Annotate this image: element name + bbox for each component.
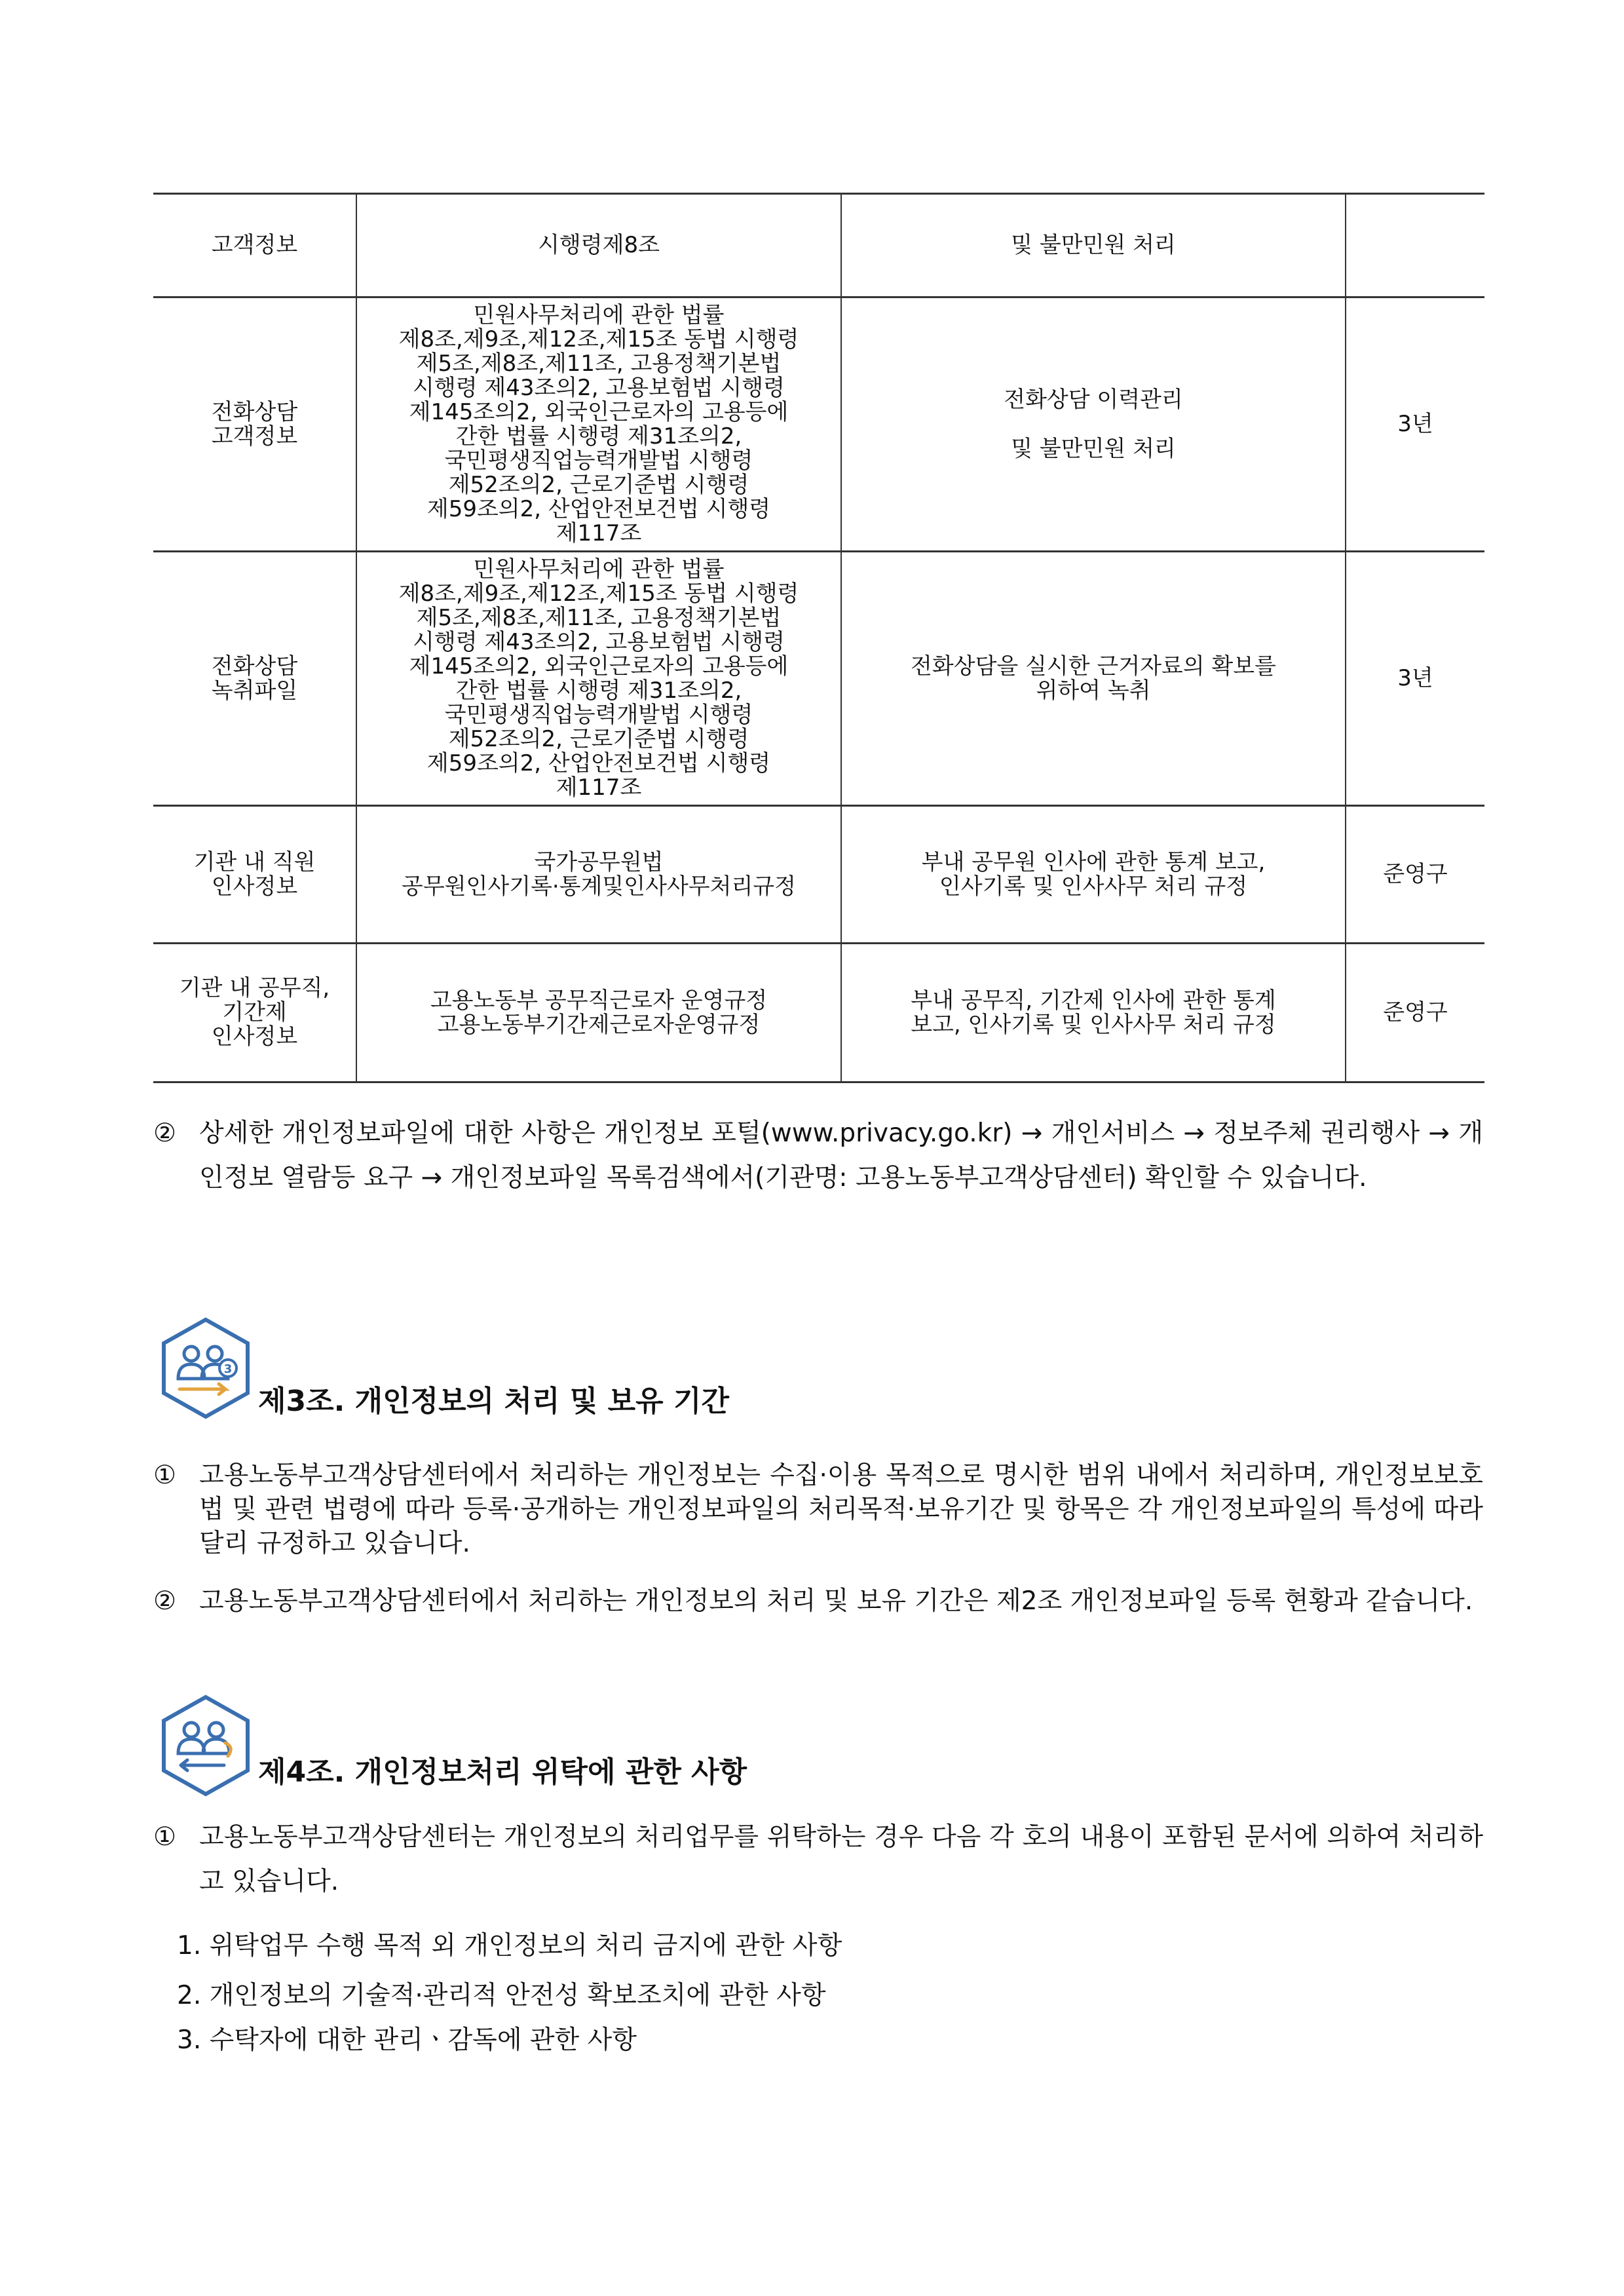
purpose-line: 전화상담 이력관리: [1004, 386, 1183, 413]
circled-number: ①: [153, 1461, 176, 1490]
users-hexagon-icon: [160, 1316, 252, 1421]
circled-number: ②: [153, 1119, 176, 1148]
entrustment-items-list: [177, 1921, 842, 2065]
paragraph-text: 고용노동부고객상담센터에서 처리하는 개인정보는 수집·이용 목적으로 명시한 범위 내에서 처리하며, 개인정보보호법 및 관련 법령에 따라 등록·공개하는 개인정보파일의 처리목적·보유기간 및 항목은 각 개인정보파일의 특성에 따라 달리 규정하고 있습니다.: [199, 1461, 1483, 1558]
note-text: 상세한 개인정보파일에 대한 사항은 개인정보 포털(www.privacy.go.kr) → 개인서비스 → 정보주체 권리행사 → 개인정보 열람등 요구 → 개인정보파일 목록검색에서(기관명: 고용노동부고객상담센터) 확인할 수 있습니다.: [199, 1119, 1483, 1193]
table-row: [153, 194, 1484, 297]
list-item: 3. 수탁자에 대한 관리ㆍ감독에 관한 사항: [177, 2025, 637, 2055]
file-name-cell: 전화상담 녹취파일: [153, 552, 356, 806]
paragraph-text: 고용노동부고객상담센터에서 처리하는 개인정보의 처리 및 보유 기간은 제2조 개인정보파일 등록 현황과 같습니다.: [199, 1586, 1473, 1616]
table-row: [153, 944, 1484, 1082]
table-row: [153, 297, 1484, 552]
table-row: [153, 552, 1484, 806]
legal-basis-cell: 민원사무처리에 관한 법률 제8조,제9조,제12조,제15조 동법 시행령 제5조,제8조,제11조, 고용정책기본법 시행령 제43조의2, 고용보험법 시행령 제145조의2, 외국인근로자의 고용등에 간한 법률 시행령 제31조의2, 국민평생직업능력개발법 시행령 제52조의2, 근로기준법 시행령 제59조의2, 산업안전보건법 시행령 제117조: [356, 552, 841, 806]
section-4-paragraph-1: [153, 1815, 1483, 1904]
file-name-cell: 고객정보: [153, 194, 356, 297]
file-name-cell: 기관 내 공무직, 기간제 인사정보: [153, 944, 356, 1082]
retention-period-cell: 준영구: [1346, 944, 1484, 1082]
section-title: 제3조. 개인정보의 처리 및 보유 기간: [258, 1385, 729, 1418]
purpose-line: 및 불만민원 처리: [1011, 435, 1176, 462]
paragraph-text: 고용노동부고객상담센터는 개인정보의 처리업무를 위탁하는 경우 다음 각 호의 내용이 포함된 문서에 의하여 처리하고 있습니다.: [199, 1822, 1483, 1896]
purpose-cell: 부내 공무원 인사에 관한 통계 보고, 인사기록 및 인사사무 처리 규정: [841, 806, 1346, 944]
legal-basis-cell: 시행령제8조: [356, 194, 841, 297]
section-3-paragraph-1: [153, 1459, 1483, 1561]
purpose-cell: 및 불만민원 처리: [841, 194, 1346, 297]
circled-number: ①: [153, 1822, 176, 1852]
list-item: 1. 위탁업무 수행 목적 외 개인정보의 처리 금지에 관한 사항: [177, 1931, 842, 1961]
retention-period-cell: 3년: [1346, 297, 1484, 552]
file-name-cell: 전화상담 고객정보: [153, 297, 356, 552]
legal-basis-cell: 고용노동부 공무직근로자 운영규정 고용노동부기간제근로자운영규정: [356, 944, 841, 1082]
circled-number: ②: [153, 1586, 176, 1616]
purpose-cell: [841, 297, 1346, 552]
purpose-cell: 전화상담을 실시한 근거자료의 확보를 위하여 녹취: [841, 552, 1346, 806]
retention-period-cell: 준영구: [1346, 806, 1484, 944]
file-name-cell: 기관 내 직원 인사정보: [153, 806, 356, 944]
svg-text:3: 3: [223, 1362, 233, 1376]
table-row: [153, 806, 1484, 944]
personal-info-file-table: [153, 193, 1484, 1083]
list-item: 2. 개인정보의 기술적·관리적 안전성 확보조치에 관한 사항: [177, 1981, 826, 2010]
legal-basis-cell: 국가공무원법 공무원인사기록·통계및인사사무처리규정: [356, 806, 841, 944]
legal-basis-cell: 민원사무처리에 관한 법률 제8조,제9조,제12조,제15조 동법 시행령 제5조,제8조,제11조, 고용정책기본법 시행령 제43조의2, 고용보험법 시행령 제145조의2, 외국인근로자의 고용등에 간한 법률 시행령 제31조의2, 국민평생직업능력개발법 시행령 제52조의2, 근로기준법 시행령 제59조의2, 산업안전보건법 시행령 제117조: [356, 297, 841, 552]
users-exchange-hexagon-icon: [160, 1693, 252, 1798]
privacy-portal-note: [153, 1111, 1483, 1200]
retention-period-cell: 3년: [1346, 552, 1484, 806]
purpose-cell: 부내 공무직, 기간제 인사에 관한 통계 보고, 인사기록 및 인사사무 처리 규정: [841, 944, 1346, 1082]
section-title: 제4조. 개인정보처리 위탁에 관한 사항: [258, 1755, 747, 1789]
section-3-paragraph-2: [153, 1579, 1483, 1624]
retention-period-cell: [1346, 194, 1484, 297]
